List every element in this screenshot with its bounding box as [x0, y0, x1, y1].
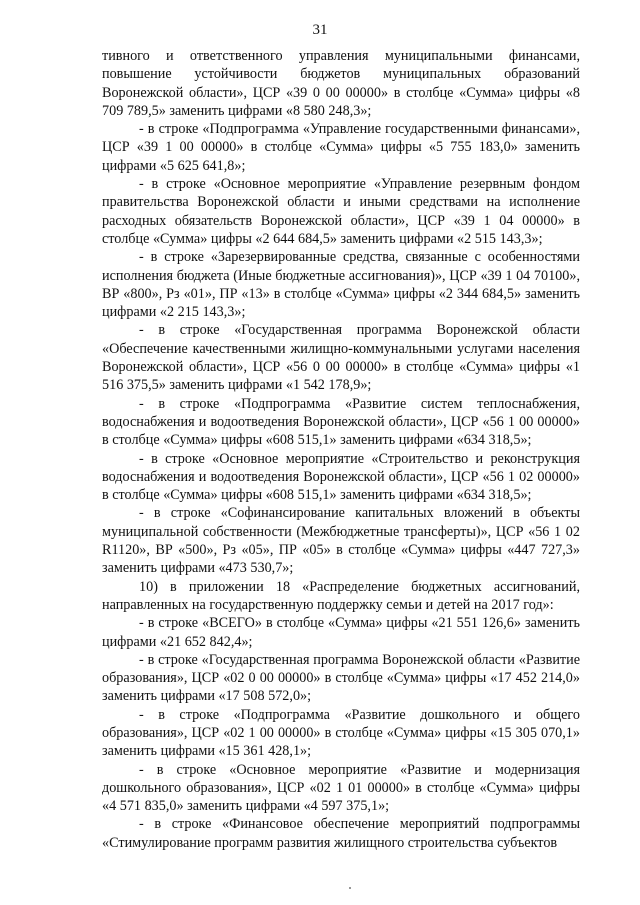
paragraph: - в строке «Софинансирование капитальных вложений в объекты муниципальной собственности (Межбюджетные трансферты)», ЦСР «56 1 02 R1120», ВР «500», Рз «05», ПР «05» в столбце «Сумма» цифры «447 727,3» заменить цифрами «473 530,7»; — [102, 505, 580, 577]
paragraph: - в строке «Финансовое обеспечение мероприятий подпрограммы «Стимулирование программ развития жилищного строительства субъектов — [102, 816, 580, 851]
paragraph: - в строке «Основное мероприятие «Управление резервным фондом правительства Воронежской области и иными средствами на исполнение расходных обязательств Воронежской области», ЦСР «39 1 04 00000» в столбце «Сумма» цифры «2 644 684,5» заменить цифрами «2 515 143,3»; — [102, 176, 580, 247]
paragraph: - в строке «Подпрограмма «Управление государственными финансами», ЦСР «39 1 00 00000» в столбце «Сумма» цифры «5 755 183,0» заменить цифрами «5 625 641,8»; — [102, 121, 580, 174]
paragraph: - в строке «Основное мероприятие «Развитие и модернизация дошкольного образования», ЦСР «02 1 01 00000» в столбце «Сумма» цифры «4 571 835,0» заменить цифрами «4 597 375,1»; — [102, 761, 580, 815]
paragraph: - в строке «Государственная программа Воронежской области «Развитие образования», ЦСР «02 0 00 00000» в столбце «Сумма» цифры «17 452 214,0» заменить цифрами «17 508 572,0»; — [102, 651, 580, 705]
scan-speck — [349, 887, 351, 889]
paragraph: - в строке «Подпрограмма «Развитие систем теплоснабжения, водоснабжения и водоотведения Воронежской области», ЦСР «56 1 00 00000» в столбце «Сумма» цифры «608 515,1» заменить цифрами «634 318,5»; — [102, 395, 580, 449]
paragraph: - в строке «Основное мероприятие «Строительство и реконструкция водоснабжения и водоотведения Воронежской области», ЦСР «56 1 02 00000» в столбце «Сумма» цифры «608 515,1» заменить цифрами «634 318,5»; — [102, 450, 580, 504]
paragraph: 10) в приложении 18 «Распределение бюджетных ассигнований, направленных на государственную поддержку семьи и детей на 2017 год»: — [102, 578, 580, 613]
paragraph: - в строке «Государственная программа Воронежской области «Обеспечение качественными жилищно-коммунальными услугами населения Воронежской области», ЦСР «56 0 00 00000» в столбце «Сумма» цифры «1 516 375,5» заменить цифрами «1 542 178,9»; — [102, 322, 580, 394]
paragraph: - в строке «ВСЕГО» в столбце «Сумма» цифры «21 551 126,6» заменить цифрами «21 652 842,4»; — [102, 615, 580, 650]
paragraph: - в строке «Подпрограмма «Развитие дошкольного и общего образования», ЦСР «02 1 00 00000» в столбце «Сумма» цифры «15 305 070,1» заменить цифрами «15 361 428,1»; — [102, 706, 580, 760]
paragraph: тивного и ответственного управления муниципальными финансами, повышение устойчивости бюджетов муниципальных образований Воронежской области», ЦСР «39 0 00 00000» в столбце «Сумма» цифры «8 709 789,5» заменить цифрами «8 580 248,3»; — [102, 48, 580, 119]
paragraph: - в строке «Зарезервированные средства, связанные с особенностями исполнения бюджета (Иные бюджетные ассигнования)», ЦСР «39 1 04 70100», ВР «800», Рз «01», ПР «13» в столбце «Сумма» цифры «2 344 684,5» заменить цифрами «2 215 143,3»; — [102, 249, 580, 321]
page-number: 31 — [312, 22, 328, 38]
document-body — [102, 47, 580, 852]
